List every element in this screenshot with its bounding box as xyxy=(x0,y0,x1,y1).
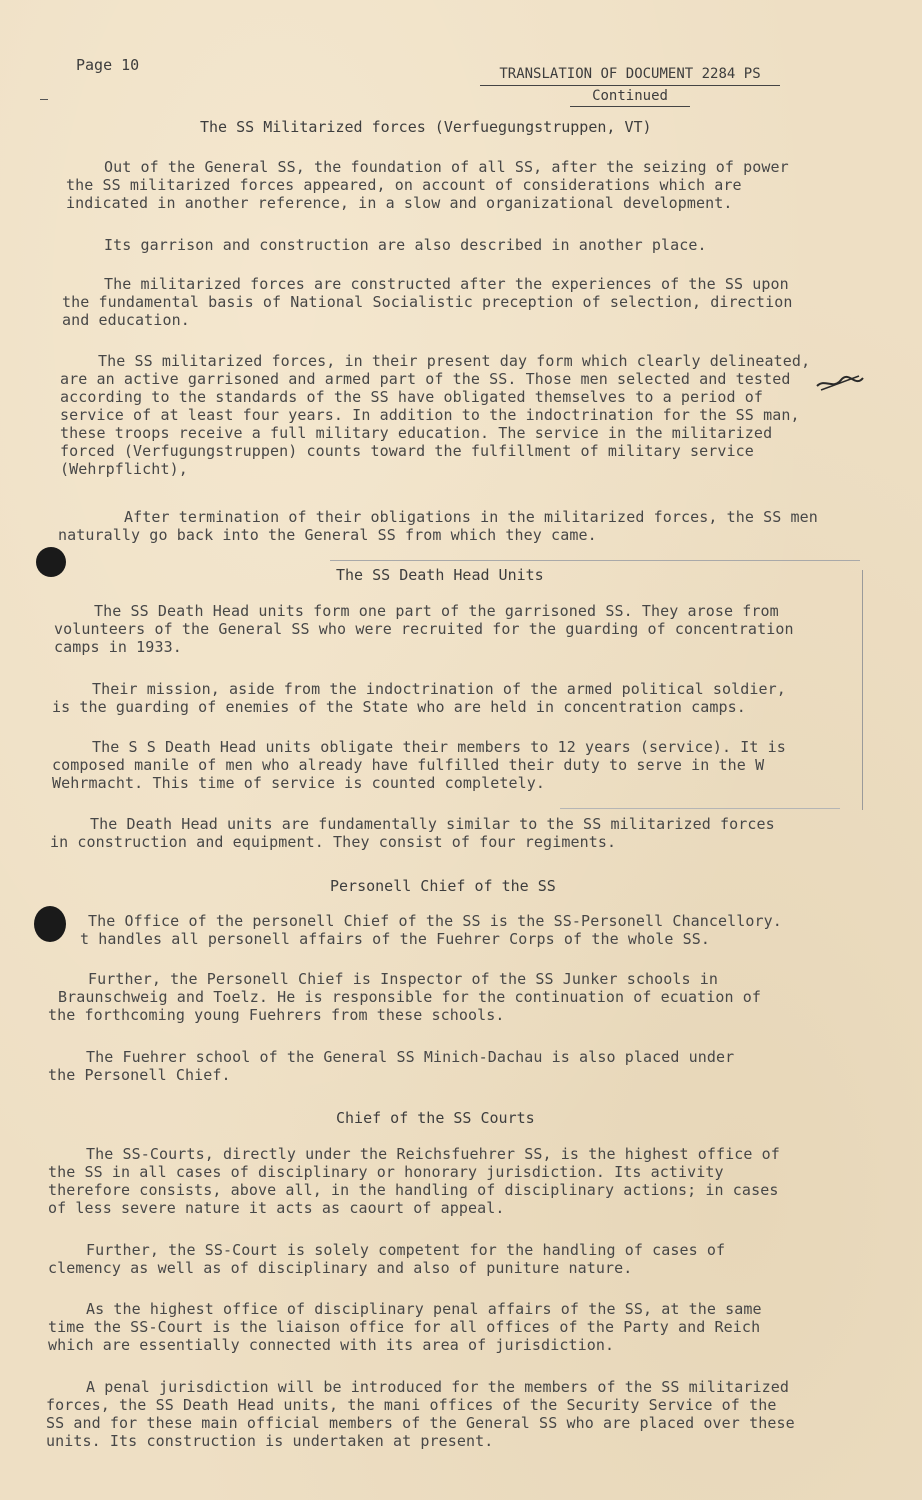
paragraph: The Death Head units are fundamentally similar to the SS militarized forces in construction and equipment. They consist of four regiments. xyxy=(50,815,775,851)
section-heading-militarized-forces: The SS Militarized forces (Verfuegungstruppen, VT) xyxy=(200,118,652,136)
handwritten-scribble xyxy=(815,372,865,394)
paragraph: The Fuehrer school of the General SS Minich-Dachau is also placed under the Personell Chief. xyxy=(48,1048,735,1084)
paragraph: The militarized forces are constructed after the experiences of the SS upon the fundamental basis of National Socialistic preception of selection, direction and education. xyxy=(62,275,793,329)
margin-mark xyxy=(40,99,48,100)
punch-hole xyxy=(34,906,66,942)
paragraph: A penal jurisdiction will be introduced for the members of the SS militarized forces, the SS Death Head units, the mani offices of the Security Service of the SS and for these main official members of the General SS who are placed over these units. Its construction is undertaken at present. xyxy=(46,1378,795,1450)
paragraph: The S S Death Head units obligate their members to 12 years (service). It is composed manile of men who already have fulfilled their duty to serve in the W Wehrmacht. This time of service is counted completely. xyxy=(52,738,786,792)
section-heading-death-head-units: The SS Death Head Units xyxy=(336,566,544,584)
paragraph: The SS militarized forces, in their present day form which clearly delineated, are an active garrisoned and armed part of the SS. Those men selected and tested according to the standards of the SS have obligated themselves to a period of service of at least four years. In addition to the indoctrination for the SS man, these troops receive a full military education. The service in the militarized forced (Verfugungstruppen) counts toward the fulfillment of military service (Wehrpflicht), xyxy=(60,352,811,478)
paragraph: The Office of the personell Chief of the SS is the SS-Personell Chancellory. t handles all personell affairs of the Fuehrer Corps of the whole SS. xyxy=(80,912,782,948)
page-number: Page 10 xyxy=(76,56,140,74)
paragraph: Further, the SS-Court is solely competent for the handling of cases of clemency as well as of disciplinary and also of puniture nature. xyxy=(48,1241,726,1277)
paragraph: Further, the Personell Chief is Inspector of the SS Junker schools in Braunschweig and Toelz. He is responsible for the continuation of ecuation of the forthcoming young Fuehrers from these schools. xyxy=(48,970,762,1024)
document-header xyxy=(480,64,780,107)
paragraph: Their mission, aside from the indoctrination of the armed political soldier, is the guarding of enemies of the State who are held in concentration camps. xyxy=(52,680,786,716)
punch-hole xyxy=(36,547,66,577)
paragraph: Out of the General SS, the foundation of all SS, after the seizing of power the SS militarized forces appeared, on account of considerations which are indicated in another reference, in a slow and organizational development. xyxy=(66,158,789,212)
box-border-top xyxy=(330,560,860,561)
paragraph: Its garrison and construction are also described in another place. xyxy=(104,236,707,254)
paragraph: As the highest office of disciplinary penal affairs of the SS, at the same time the SS-Court is the liaison office for all offices of the Party and Reich which are essentially connected with its area of jurisdiction. xyxy=(48,1300,762,1354)
document-title: TRANSLATION OF DOCUMENT 2284 PS xyxy=(480,64,780,86)
box-border-bottom xyxy=(560,808,840,809)
paragraph: After termination of their obligations in the militarized forces, the SS men naturally go back into the General SS from which they came. xyxy=(58,508,818,544)
box-border-right xyxy=(838,570,863,810)
paragraph: The SS-Courts, directly under the Reichsfuehrer SS, is the highest office of the SS in all cases of disciplinary or honorary jurisdiction. Its activity therefore consists, above all, in the handling of disciplinary actions; in cases of less severe nature it acts as caourt of appeal. xyxy=(48,1145,780,1217)
paragraph: The SS Death Head units form one part of the garrisoned SS. They arose from volunteers of the General SS who were recruited for the guarding of concentration camps in 1933. xyxy=(54,602,794,656)
section-heading-personell-chief: Personell Chief of the SS xyxy=(330,877,556,895)
section-heading-ss-courts: Chief of the SS Courts xyxy=(336,1109,535,1127)
continued-label: Continued xyxy=(570,86,690,107)
